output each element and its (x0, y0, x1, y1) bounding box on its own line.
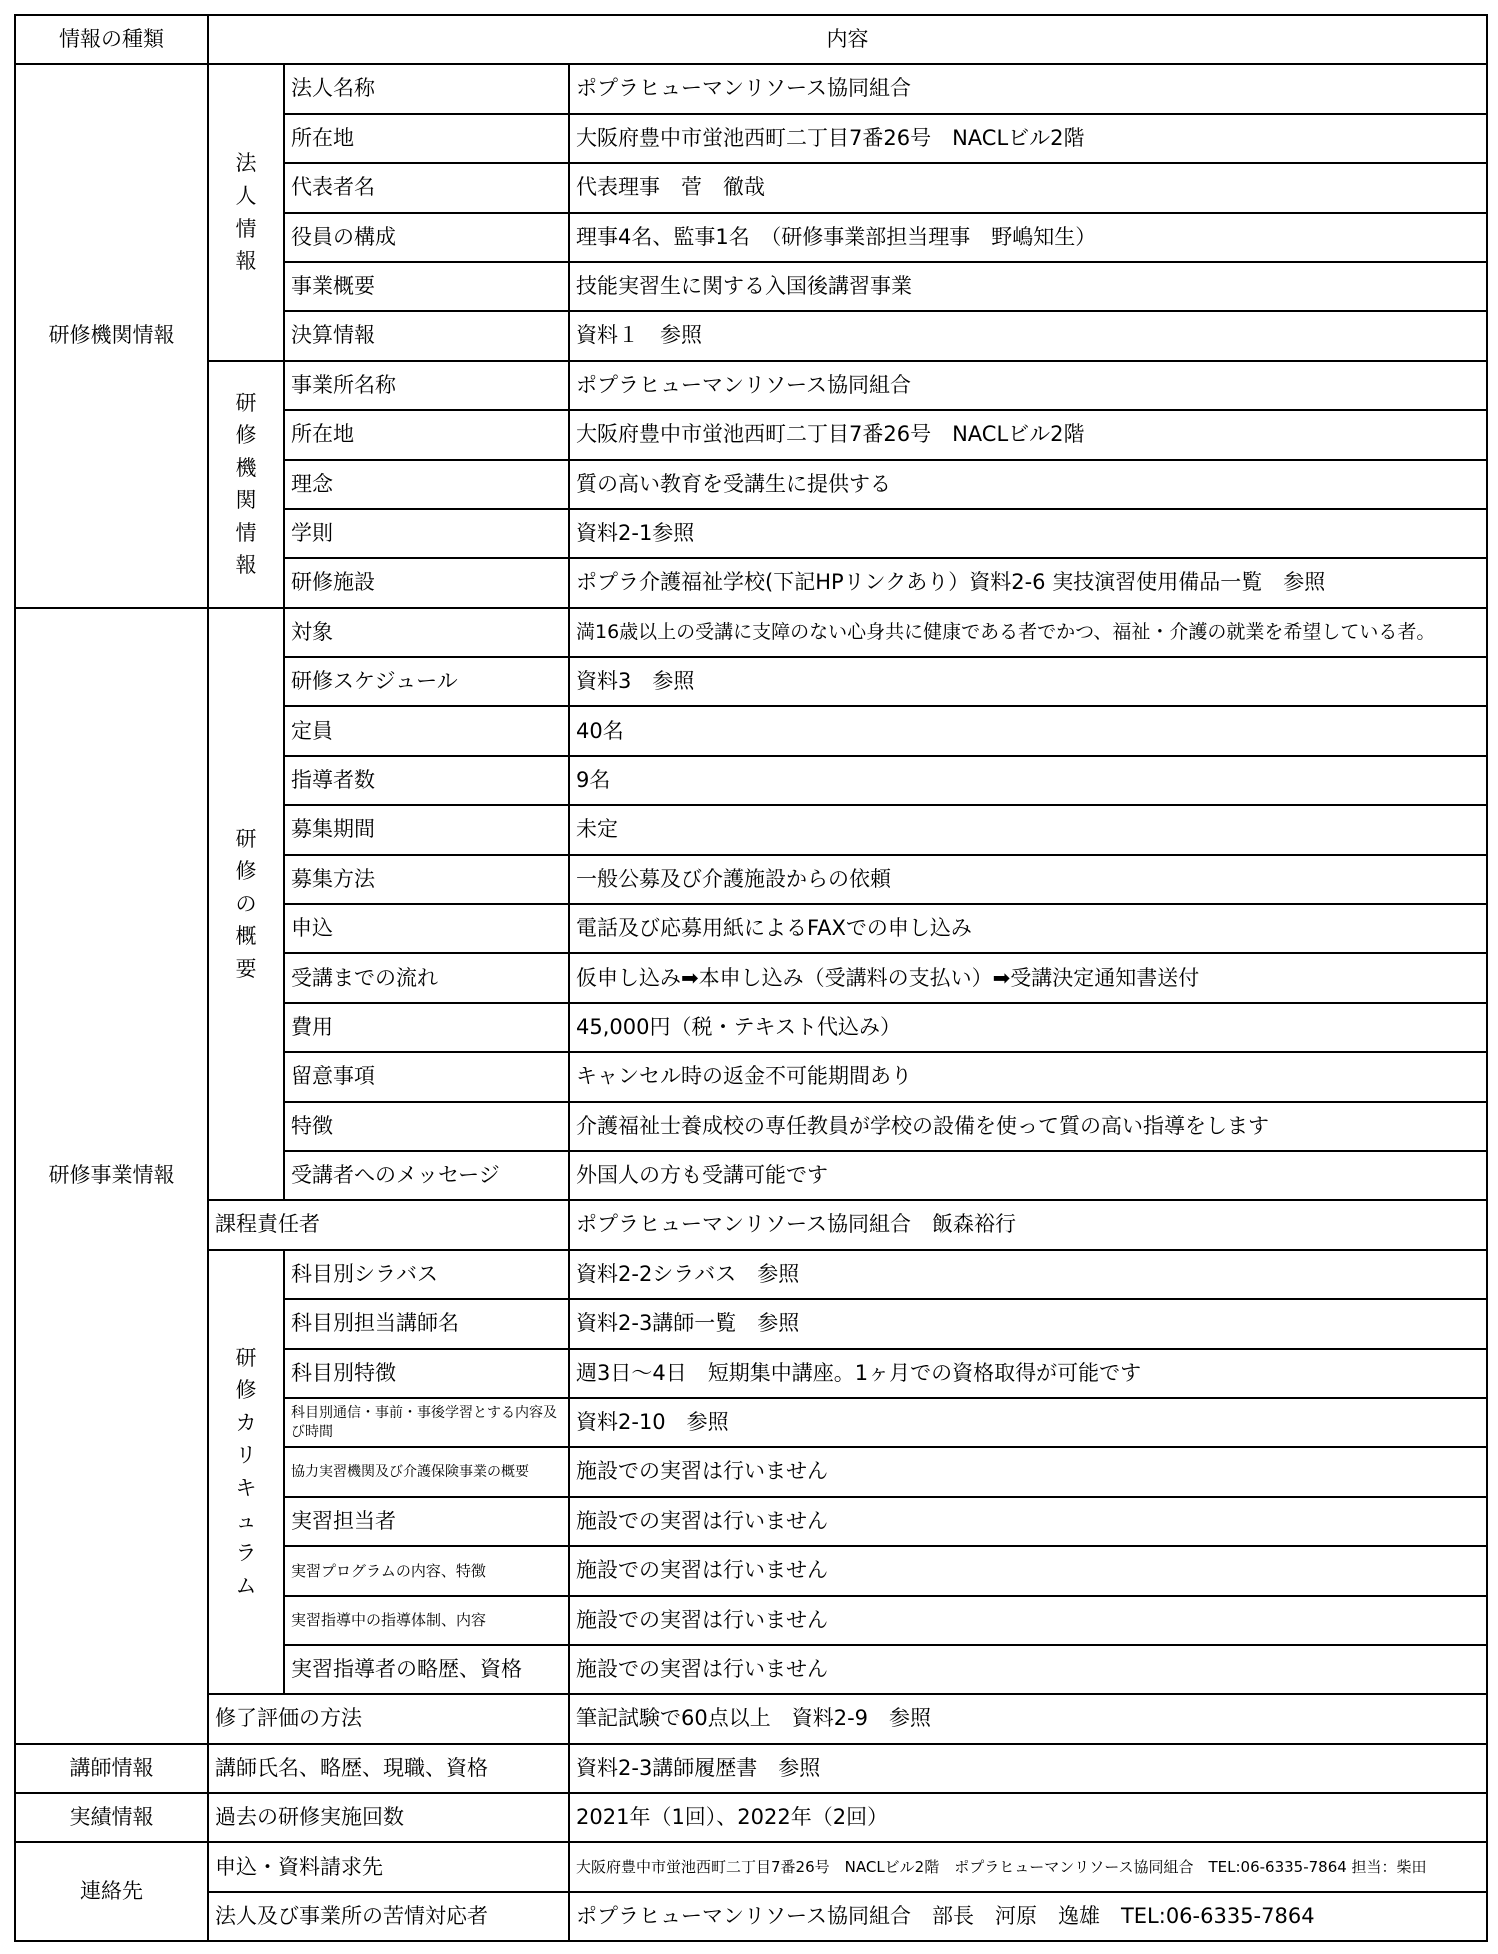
category-kenshu-jigyou: 研修事業情報 (15, 608, 208, 1744)
item-value: 9名 (569, 756, 1487, 805)
item-label: 実習指導者の略歴、資格 (284, 1645, 569, 1694)
item-value: ポプラヒューマンリソース協同組合 (569, 361, 1487, 410)
item-label: 実習指導中の指導体制、内容 (284, 1596, 569, 1645)
item-label: 費用 (284, 1003, 569, 1052)
item-label: 決算情報 (284, 311, 569, 360)
item-label: 申込 (284, 904, 569, 953)
item-value: ポプラヒューマンリソース協同組合 (569, 64, 1487, 113)
item-label: 受講者へのメッセージ (284, 1151, 569, 1200)
item-label: 受講までの流れ (284, 953, 569, 1002)
category-renraku: 連絡先 (15, 1842, 208, 1941)
item-value: 資料2-2シラバス 参照 (569, 1250, 1487, 1299)
info-table-wrapper (14, 14, 1488, 1942)
table-row (15, 1793, 1487, 1842)
item-value: 質の高い教育を受講生に提供する (569, 460, 1487, 509)
item-value: 理事4名、監事1名 （研修事業部担当理事 野嶋知生） (569, 213, 1487, 262)
category-koushi: 講師情報 (15, 1744, 208, 1793)
item-label: 科目別シラバス (284, 1250, 569, 1299)
item-value: 大阪府豊中市蛍池西町二丁目7番26号 NACLビル2階 (569, 114, 1487, 163)
item-label: 科目別担当講師名 (284, 1299, 569, 1348)
item-value: 施設での実習は行いません (569, 1447, 1487, 1496)
item-value: キャンセル時の返金不可能期間あり (569, 1052, 1487, 1101)
item-label: 理念 (284, 460, 569, 509)
item-label: 定員 (284, 706, 569, 755)
item-value: 施設での実習は行いません (569, 1596, 1487, 1645)
category-kenshu-kikan: 研修機関情報 (15, 64, 208, 607)
item-value: 資料3 参照 (569, 657, 1487, 706)
subcategory-kikan: 研 修 機 関 情 報 (208, 361, 284, 608)
item-label: 所在地 (284, 410, 569, 459)
item-value: 資料2-1参照 (569, 509, 1487, 558)
table-row (15, 361, 1487, 410)
info-table (14, 14, 1488, 1942)
table-row (15, 1892, 1487, 1941)
item-value: 資料2-3講師履歴書 参照 (569, 1744, 1487, 1793)
item-label: 募集方法 (284, 855, 569, 904)
item-value: 一般公募及び介護施設からの依頼 (569, 855, 1487, 904)
header-row (15, 15, 1487, 64)
table-row (15, 1250, 1487, 1299)
subcategory-houjin: 法 人 情 報 (208, 64, 284, 360)
table-row (15, 1200, 1487, 1249)
item-value: 資料１ 参照 (569, 311, 1487, 360)
item-value: ポプラ介護福祉学校(下記HPリンクあり）資料2-6 実技演習使用備品一覧 参照 (569, 558, 1487, 607)
item-value: 未定 (569, 805, 1487, 854)
item-label: 役員の構成 (284, 213, 569, 262)
item-value: 筆記試験で60点以上 資料2-9 参照 (569, 1694, 1487, 1743)
table-row (15, 1744, 1487, 1793)
item-value: 代表理事 菅 徹哉 (569, 163, 1487, 212)
table-row (15, 1694, 1487, 1743)
item-label-katei: 課程責任者 (208, 1200, 569, 1249)
item-label: 所在地 (284, 114, 569, 163)
item-value: 電話及び応募用紙によるFAXでの申し込み (569, 904, 1487, 953)
item-value: 資料2-3講師一覧 参照 (569, 1299, 1487, 1348)
header-type: 情報の種類 (15, 15, 208, 64)
item-value: 技能実習生に関する入国後講習事業 (569, 262, 1487, 311)
item-value: 仮申し込み➡本申し込み（受講料の支払い）➡受講決定通知書送付 (569, 953, 1487, 1002)
item-label: 対象 (284, 608, 569, 657)
item-value: 施設での実習は行いません (569, 1645, 1487, 1694)
table-row (15, 1842, 1487, 1891)
header-content: 内容 (208, 15, 1487, 64)
item-label-hyouka: 修了評価の方法 (208, 1694, 569, 1743)
item-value: ポプラヒューマンリソース協同組合 飯森裕行 (569, 1200, 1487, 1249)
item-label: 過去の研修実施回数 (208, 1793, 569, 1842)
item-label: 学則 (284, 509, 569, 558)
item-value: 2021年（1回）、2022年（2回） (569, 1793, 1487, 1842)
item-value: 大阪府豊中市蛍池西町二丁目7番26号 NACLビル2階 (569, 410, 1487, 459)
item-label: 研修スケジュール (284, 657, 569, 706)
table-row (15, 64, 1487, 113)
item-label: 法人及び事業所の苦情対応者 (208, 1892, 569, 1941)
subcategory-curriculum: 研 修 カ リ キ ュ ラ ム (208, 1250, 284, 1695)
item-label: 留意事項 (284, 1052, 569, 1101)
item-value: 満16歳以上の受講に支障のない心身共に健康である者でかつ、福祉・介護の就業を希望している者。 (569, 608, 1487, 657)
item-label: 実習プログラムの内容、特徴 (284, 1546, 569, 1595)
item-value: 週3日～4日 短期集中講座。1ヶ月での資格取得が可能です (569, 1349, 1487, 1398)
item-value: 外国人の方も受講可能です (569, 1151, 1487, 1200)
subcategory-gaiyou: 研 修 の 概 要 (208, 608, 284, 1201)
item-label: 事業所名称 (284, 361, 569, 410)
item-value: 施設での実習は行いません (569, 1497, 1487, 1546)
item-label: 申込・資料請求先 (208, 1842, 569, 1891)
table-row (15, 608, 1487, 657)
item-label: 協力実習機関及び介護保険事業の概要 (284, 1447, 569, 1496)
item-label: 指導者数 (284, 756, 569, 805)
item-label: 募集期間 (284, 805, 569, 854)
item-value: 施設での実習は行いません (569, 1546, 1487, 1595)
item-label: 事業概要 (284, 262, 569, 311)
item-label: 実習担当者 (284, 1497, 569, 1546)
item-label: 法人名称 (284, 64, 569, 113)
item-value: 資料2-10 参照 (569, 1398, 1487, 1447)
item-label: 特徴 (284, 1102, 569, 1151)
item-label: 講師氏名、略歴、現職、資格 (208, 1744, 569, 1793)
item-label: 代表者名 (284, 163, 569, 212)
item-value: ポプラヒューマンリソース協同組合 部長 河原 逸雄 TEL:06-6335-7864 (569, 1892, 1487, 1941)
item-value: 介護福祉士養成校の専任教員が学校の設備を使って質の高い指導をします (569, 1102, 1487, 1151)
item-value: 大阪府豊中市蛍池西町二丁目7番26号 NACLビル2階 ポプラヒューマンリソース協同組合 TEL:06-6335-7864 担当：柴田 (569, 1842, 1487, 1891)
item-label: 科目別通信・事前・事後学習とする内容及び時間 (284, 1398, 569, 1447)
category-jisseki: 実績情報 (15, 1793, 208, 1842)
item-label: 研修施設 (284, 558, 569, 607)
item-value: 45,000円（税・テキスト代込み） (569, 1003, 1487, 1052)
item-label: 科目別特徴 (284, 1349, 569, 1398)
item-value: 40名 (569, 706, 1487, 755)
